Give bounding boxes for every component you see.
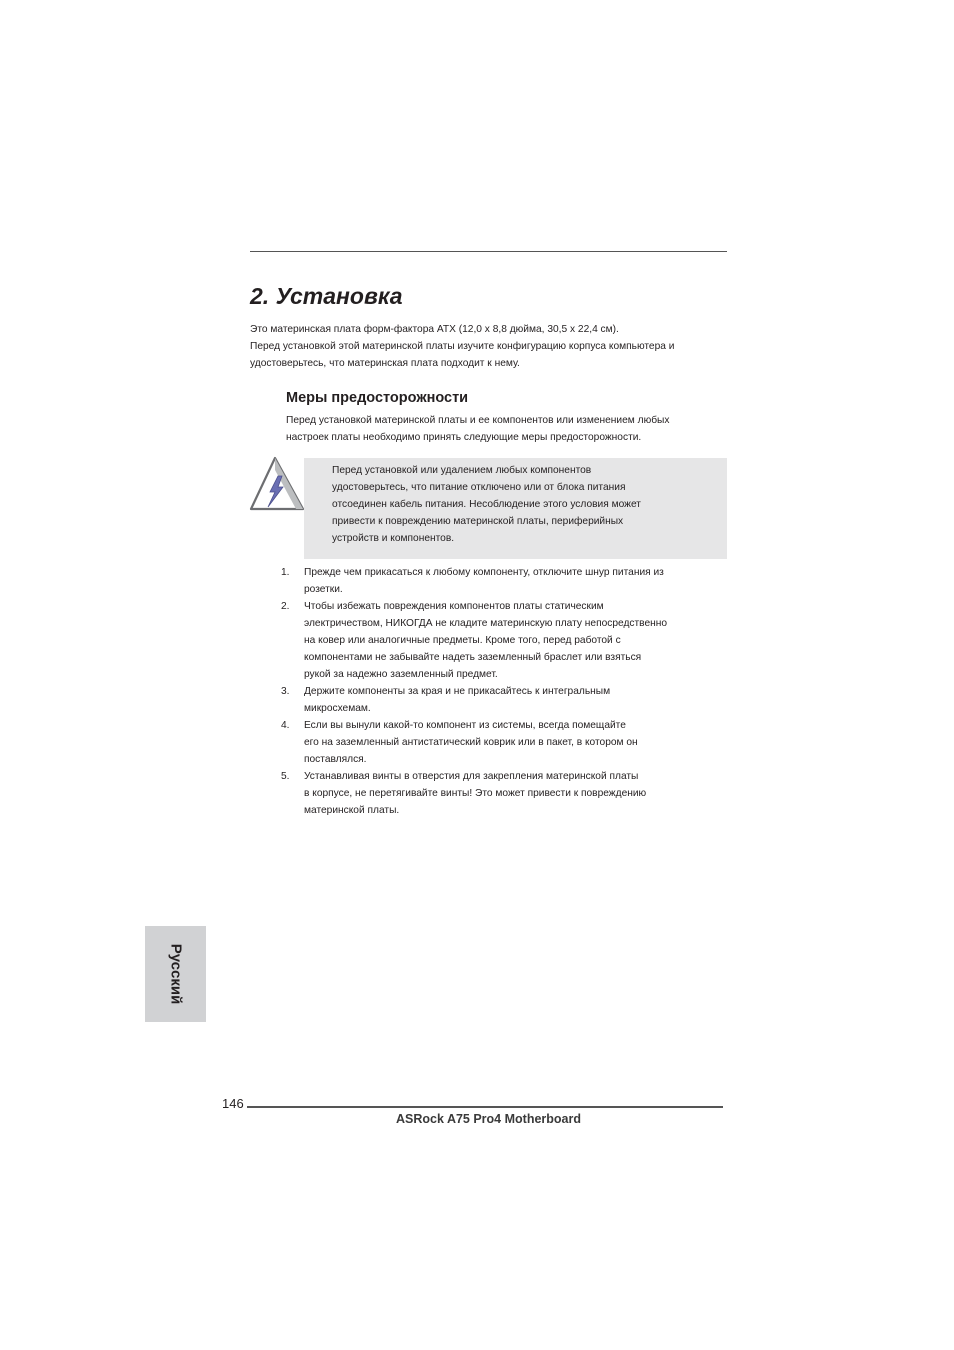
- list-item: [279, 717, 719, 768]
- intro-line: Это материнская плата форм-фактора ATX (12,0 x 8,8 дюйма, 30,5 x 22,4 см).: [250, 324, 619, 335]
- intro-line: удостоверьтесь, что материнская плата подходит к нему.: [250, 358, 520, 369]
- step-line: материнской платы.: [304, 805, 400, 816]
- step-number: 4.: [281, 720, 290, 731]
- step-line: рукой за надежно заземленный предмет.: [304, 669, 498, 680]
- intro-line: Перед установкой этой материнской платы изучите конфигурацию корпуса компьютера и: [250, 341, 675, 352]
- warning-line: устройств и компонентов.: [332, 533, 455, 544]
- electric-shock-warning-icon: [248, 456, 306, 512]
- step-line: Чтобы избежать повреждения компонентов платы статическим: [304, 601, 604, 612]
- list-item: [279, 768, 719, 819]
- step-line: Если вы вынули какой-то компонент из системы, всегда помещайте: [304, 720, 626, 731]
- step-line: Устанавливая винты в отверстия для закрепления материнской платы: [304, 771, 639, 782]
- warning-line: удостоверьтесь, что питание отключено или от блока питания: [332, 482, 626, 493]
- list-item: [279, 598, 719, 683]
- language-side-tab: [145, 926, 206, 1022]
- step-line: розетки.: [304, 584, 343, 595]
- page-number: 146: [222, 1096, 244, 1111]
- step-line: поставлялся.: [304, 754, 367, 765]
- precautions-intro-line: настроек платы необходимо принять следующие меры предосторожности.: [286, 432, 642, 443]
- precautions-intro-line: Перед установкой материнской платы и ее компонентов или изменением любых: [286, 415, 670, 426]
- top-rule: [250, 251, 727, 252]
- step-line: микросхемам.: [304, 703, 371, 714]
- section-title: 2. Установка: [250, 283, 403, 309]
- step-line: его на заземленный антистатический коврик или в пакет, в котором он: [304, 737, 638, 748]
- warning-line: привести к повреждению материнской платы, периферийных: [332, 516, 624, 527]
- step-line: компонентами не забывайте надеть заземленный браслет или взяться: [304, 652, 642, 663]
- warning-box: [304, 458, 727, 559]
- precautions-intro: [286, 412, 726, 446]
- step-number: 2.: [281, 601, 290, 612]
- intro-paragraph: [250, 321, 730, 372]
- warning-text: [332, 462, 712, 547]
- list-item: [279, 564, 719, 598]
- precaution-steps-list: [279, 564, 719, 819]
- warning-line: Перед установкой или удалением любых компонентов: [332, 465, 592, 476]
- step-line: электричеством, НИКОГДА не кладите материнскую плату непосредственно: [304, 618, 668, 629]
- step-line: в корпусе, не перетягивайте винты! Это может привести к повреждению: [304, 788, 647, 799]
- warning-line: отсоединен кабель питания. Несоблюдение этого условия может: [332, 499, 641, 510]
- step-line: на ковер или аналогичные предметы. Кроме того, перед работой с: [304, 635, 621, 646]
- language-label: Русский: [167, 943, 184, 1005]
- footer-product-name: ASRock A75 Pro4 Motherboard: [396, 1112, 581, 1126]
- step-line: Прежде чем прикасаться к любому компоненту, отключите шнур питания из: [304, 567, 664, 578]
- step-line: Держите компоненты за края и не прикасайтесь к интегральным: [304, 686, 611, 697]
- step-number: 1.: [281, 567, 290, 578]
- step-number: 5.: [281, 771, 290, 782]
- list-item: [279, 683, 719, 717]
- step-number: 3.: [281, 686, 290, 697]
- precautions-heading: Меры предосторожности: [286, 390, 469, 406]
- footer-rule: [247, 1106, 723, 1108]
